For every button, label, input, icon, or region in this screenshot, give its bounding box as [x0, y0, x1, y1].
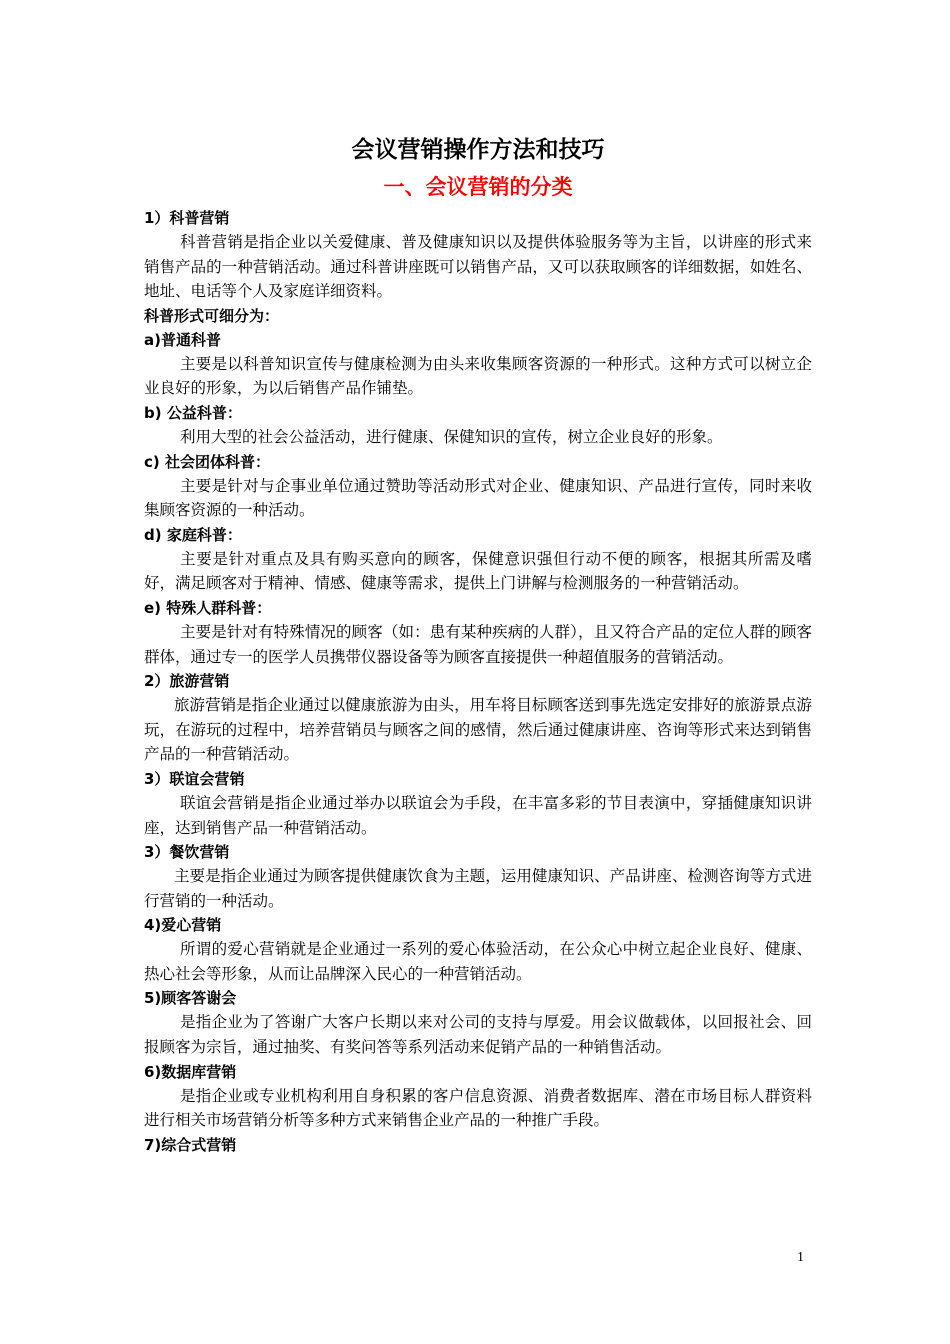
body-paragraph: 所谓的爱心营销就是企业通过一系列的爱心体验活动，在公众心中树立起企业良好、健康、热心社会等形象，从而让品牌深入民心的一种营销活动。: [144, 940, 812, 983]
document-page: [144, 130, 812, 1157]
body-paragraph: 主要是针对重点及具有购买意向的顾客，保健意识强但行动不便的顾客，根据其所需及嗜好，满足顾客对于精神、情感、健康等需求，提供上门讲解与检测服务的一种营销活动。: [144, 549, 812, 593]
section-heading: 2）旅游营销: [144, 672, 230, 691]
section-heading: 6)数据库营销: [144, 1062, 237, 1081]
body-paragraph: 是指企业为了答谢广大客户长期以来对公司的支持与厚爱。用会议做载体，以回报社会、回报顾客为宗旨，通过抽奖、有奖问答等系列活动来促销产品的一种销售活动。: [144, 1013, 812, 1057]
body-paragraph: 利用大型的社会公益活动，进行健康、保健知识的宣传，树立企业良好的形象。: [180, 427, 723, 446]
section-heading: a)普通科普: [144, 330, 221, 349]
body-paragraph: 旅游营销是指企业通过以健康旅游为由头，用车将目标顾客送到事先选定安排好的旅游景点游玩，在游玩的过程中，培养营销员与顾客之间的感情，然后通过健康讲座、咨询等形式来达到销售产品的一种营销活动。: [144, 696, 812, 764]
body-paragraph: 主要是针对与企事业单位通过赞助等活动形式对企业、健康知识、产品进行宣传，同时来收集顾客资源的一种活动。: [144, 476, 812, 520]
section-heading: 7)综合式营销: [144, 1135, 237, 1154]
document-body: [144, 206, 812, 1157]
section-heading: e) 特殊人群科普：: [144, 598, 272, 617]
body-paragraph: 联谊会营销是指企业通过举办以联谊会为手段，在丰富多彩的节目表演中，穿插健康知识讲座，达到销售产品一种营销活动。: [144, 793, 812, 837]
section-heading: d) 家庭科普：: [144, 525, 242, 544]
body-paragraph: 主要是针对有特殊情况的顾客（如：患有某种疾病的人群），且又符合产品的定位人群的顾客群体，通过专一的医学人员携带仪器设备等为顾客直接提供一种超值服务的营销活动。: [144, 622, 812, 666]
section-title: 一、会议营销的分类: [383, 174, 573, 199]
section-heading: 4)爱心营销: [144, 916, 222, 935]
body-paragraph: 主要是以科普知识宣传与健康检测为由头来收集顾客资源的一种形式。这种方式可以树立企业良好的形象，为以后销售产品作铺垫。: [144, 354, 812, 398]
section-heading: 3）联谊会营销: [144, 769, 245, 788]
section-heading: b) 公益科普：: [144, 403, 242, 422]
document-title: 会议营销操作方法和技巧: [351, 136, 605, 163]
section-heading: 科普形式可细分为：: [144, 306, 280, 325]
body-paragraph: 是指企业或专业机构利用自身积累的客户信息资源、消费者数据库、潜在市场目标人群资料进行相关市场营销分析等多种方式来销售企业产品的一种推广手段。: [144, 1086, 812, 1130]
section-heading: 5)顾客答谢会: [144, 989, 237, 1008]
body-paragraph: 科普营销是指企业以关爱健康、普及健康知识以及提供体验服务等为主旨，以讲座的形式来销售产品的一种营销活动。通过科普讲座既可以销售产品，又可以获取顾客的详细数据，如姓名、地址、电话等个人及家庭详细资料。: [144, 233, 812, 301]
page-number: 1: [797, 1250, 804, 1265]
section-heading: c) 社会团体科普：: [144, 452, 270, 471]
body-paragraph: 主要是指企业通过为顾客提供健康饮食为主题，运用健康知识、产品讲座、检测咨询等方式进行营销的一种活动。: [144, 867, 812, 910]
section-heading: 3）餐饮营销: [144, 843, 230, 862]
section-heading: 1）科普营销: [144, 209, 230, 227]
